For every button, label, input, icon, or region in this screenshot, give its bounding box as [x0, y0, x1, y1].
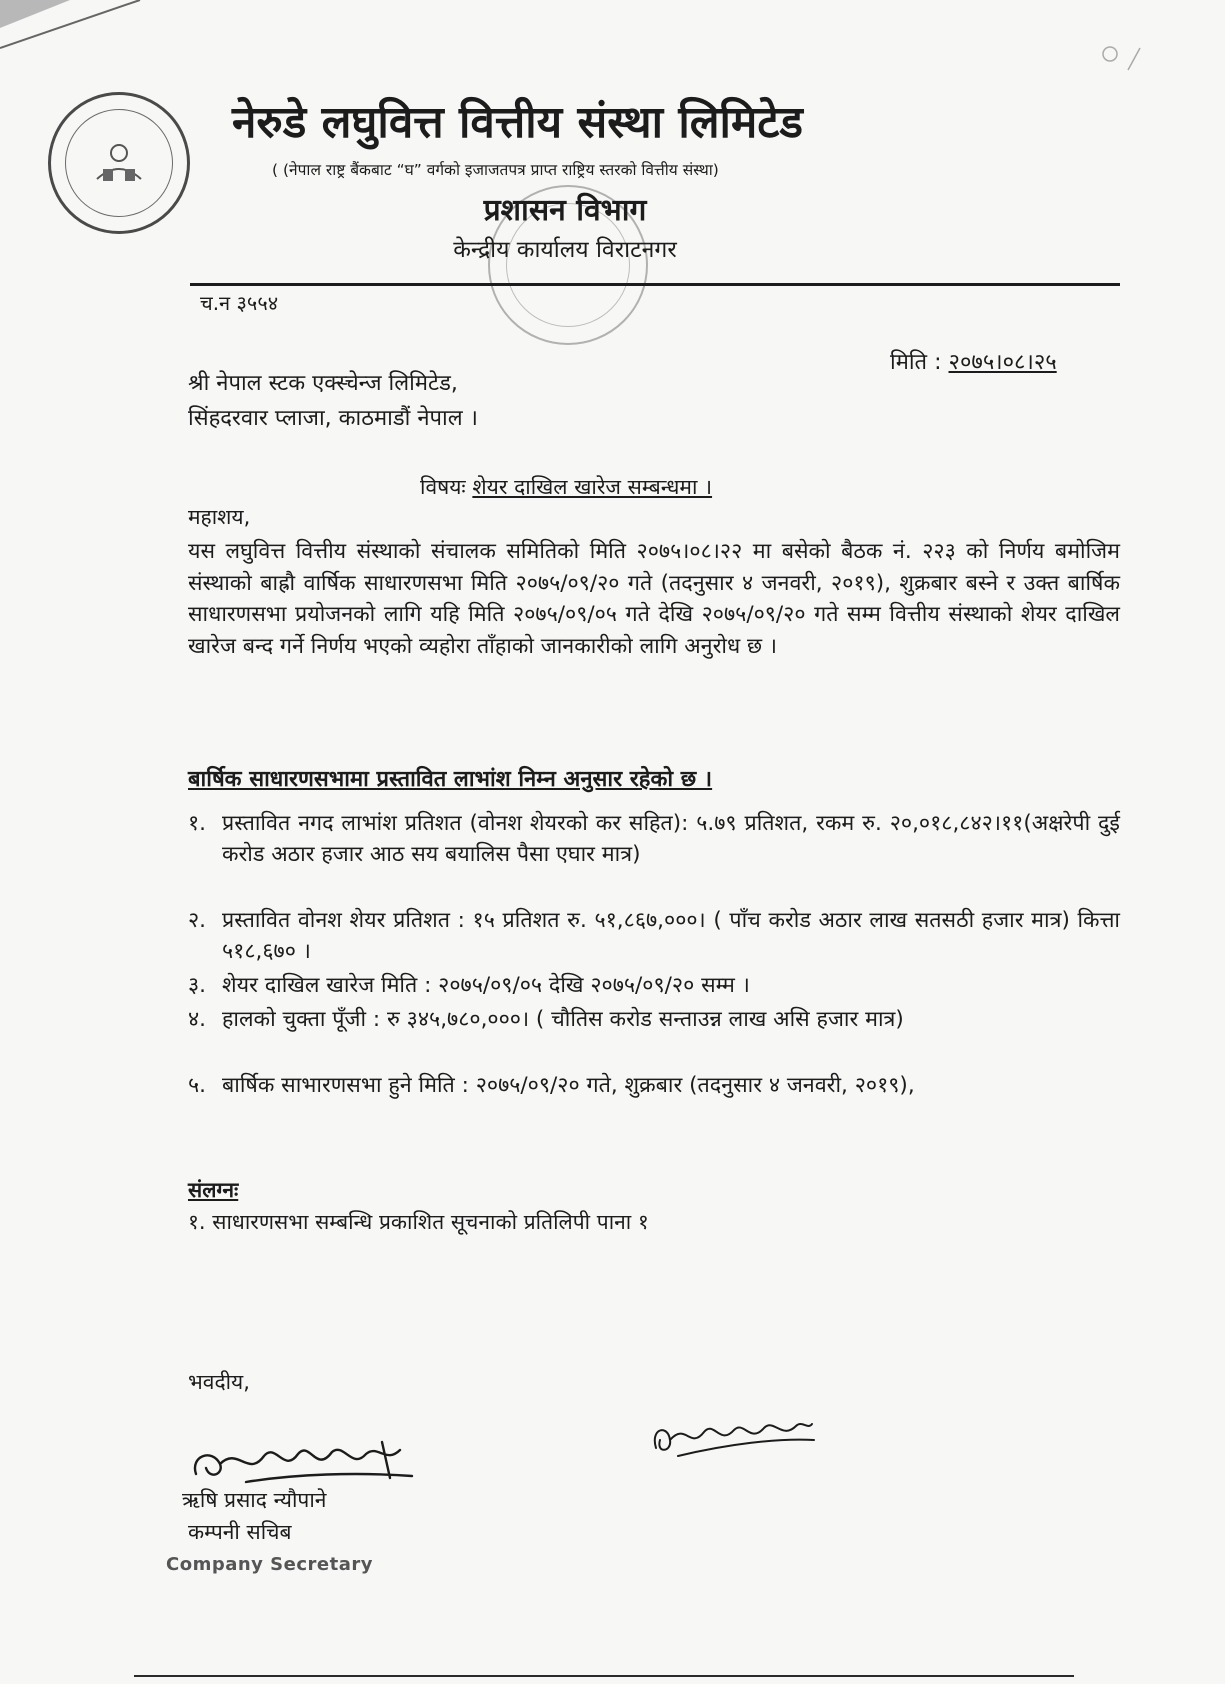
signatory-name: ऋषि प्रसाद न्यौपाने	[182, 1488, 327, 1512]
attachment-heading: संलग्नः	[188, 1178, 239, 1202]
salutation: महाशय,	[188, 505, 251, 529]
bottom-edge-line	[134, 1675, 1074, 1677]
organization-seal	[48, 92, 190, 234]
list-item-text: बार्षिक साभारणसभा हुने मिति : २०७५/०९/२० गते, शुक्रबार (तदनुसार ४ जनवरी, २०१९),	[222, 1073, 915, 1098]
subject-label: विषयः	[420, 475, 466, 499]
list-item	[188, 1070, 1120, 1101]
attachment-item: १. साधारणसभा सम्बन्धि प्रकाशित सूचनाको प्रतिलिपी पाना १	[188, 1210, 649, 1234]
recipient-line-1: श्री नेपाल स्टक एक्स्चेन्ज लिमिटेड,	[188, 371, 458, 396]
scan-corner-artifact	[0, 0, 260, 80]
list-item-number: ४.	[188, 1007, 207, 1032]
list-item	[188, 970, 1120, 1001]
list-item-number: १.	[188, 811, 207, 836]
list-item	[188, 905, 1120, 967]
reference-number: च.न ३५५४	[200, 291, 279, 315]
letter-date	[890, 346, 1057, 376]
list-item	[188, 808, 1120, 870]
body-paragraph: यस लघुवित्त वित्तीय संस्थाको संचालक समितिको मिति २०७५।०८।२२ मा बसेको बैठक नं. २२३ को निर्णय बमोजिम संस्थाको बाह्रौ वार्षिक साधारणसभा मिति २०७५/०९/२० गते (तदनुसार ४ जनवरी, २०१९), शुक्रबार बस्ने र उक्त बार्षिक साधारणसभा प्रयोजनको लागि यहि मिति २०७५/०९/०५ गते देखि २०७५/०९/२० गते सम्म वित्तीय संस्थाको शेयर दाखिल खारेज बन्द गर्ने निर्णय भएको व्यहोरा ताँहाको जानकारीको लागि अनुरोध छ ।	[188, 539, 1120, 659]
date-label: मिति :	[890, 350, 942, 375]
list-item	[188, 1004, 1120, 1035]
subject-text: शेयर दाखिल खारेज सम्बन्धमा ।	[472, 475, 713, 499]
header-divider	[190, 283, 1120, 286]
subject-line	[420, 473, 712, 501]
list-item-text: शेयर दाखिल खारेज मिति : २०७५/०९/०५ देखि २०७५/०९/२० सम्म ।	[222, 973, 750, 998]
seal-emblem-icon	[89, 139, 149, 185]
office-location: केन्द्रीय कार्यालय विराटनगर	[453, 237, 677, 263]
signature-second	[648, 1414, 818, 1464]
signature-company-secretary	[186, 1434, 426, 1492]
recipient-line-2: सिंहदरवार प्लाजा, काठमाडौं नेपाल ।	[188, 406, 478, 431]
organization-name: नेरुडे लघुवित्त वित्तीय संस्था लिमिटेड	[232, 97, 803, 148]
list-item-text: हालको चुक्ता पूँजी : रु ३४५,७८०,०००। ( चौतिस करोड सन्ताउन्न लाख असि हजार मात्र)	[222, 1007, 904, 1032]
list-item-text: प्रस्तावित नगद लाभांश प्रतिशत (वोनश शेयरको कर सहित): ५.७९ प्रतिशत, रकम रु. २०,०१८,८४२।११(अक्षरेपी दुई करोड अठार हजार आठ सय बयालिस पैसा एघार मात्र)	[222, 811, 1120, 867]
date-value: २०७५।०८।२५	[948, 350, 1057, 375]
list-item-number: २.	[188, 908, 207, 933]
dividend-heading: बार्षिक साधारणसभामा प्रस्तावित लाभांश निम्न अनुसार रहेको छ ।	[188, 767, 713, 792]
list-item-text: प्रस्तावित वोनश शेयर प्रतिशत : १५ प्रतिशत रु. ५१,८६७,०००। ( पाँच करोड अठार लाख सतसठी हजार मात्र) कित्ता ५१८,६७० ।	[222, 908, 1120, 964]
license-subtitle: ( (नेपाल राष्ट्र बैंकबाट “घ” वर्गको इजाजतपत्र प्राप्त राष्ट्रिय स्तरको वित्तीय संस्था)	[272, 161, 719, 179]
signatory-designation: कम्पनी सचिब	[188, 1520, 292, 1544]
pencil-mark	[1092, 42, 1148, 82]
closing: भवदीय,	[188, 1370, 250, 1394]
list-item-number: ३.	[188, 973, 207, 998]
signatory-designation-english: Company Secretary	[166, 1554, 373, 1575]
department-title: प्रशासन विभाग	[483, 193, 647, 228]
list-item-number: ५.	[188, 1073, 207, 1098]
